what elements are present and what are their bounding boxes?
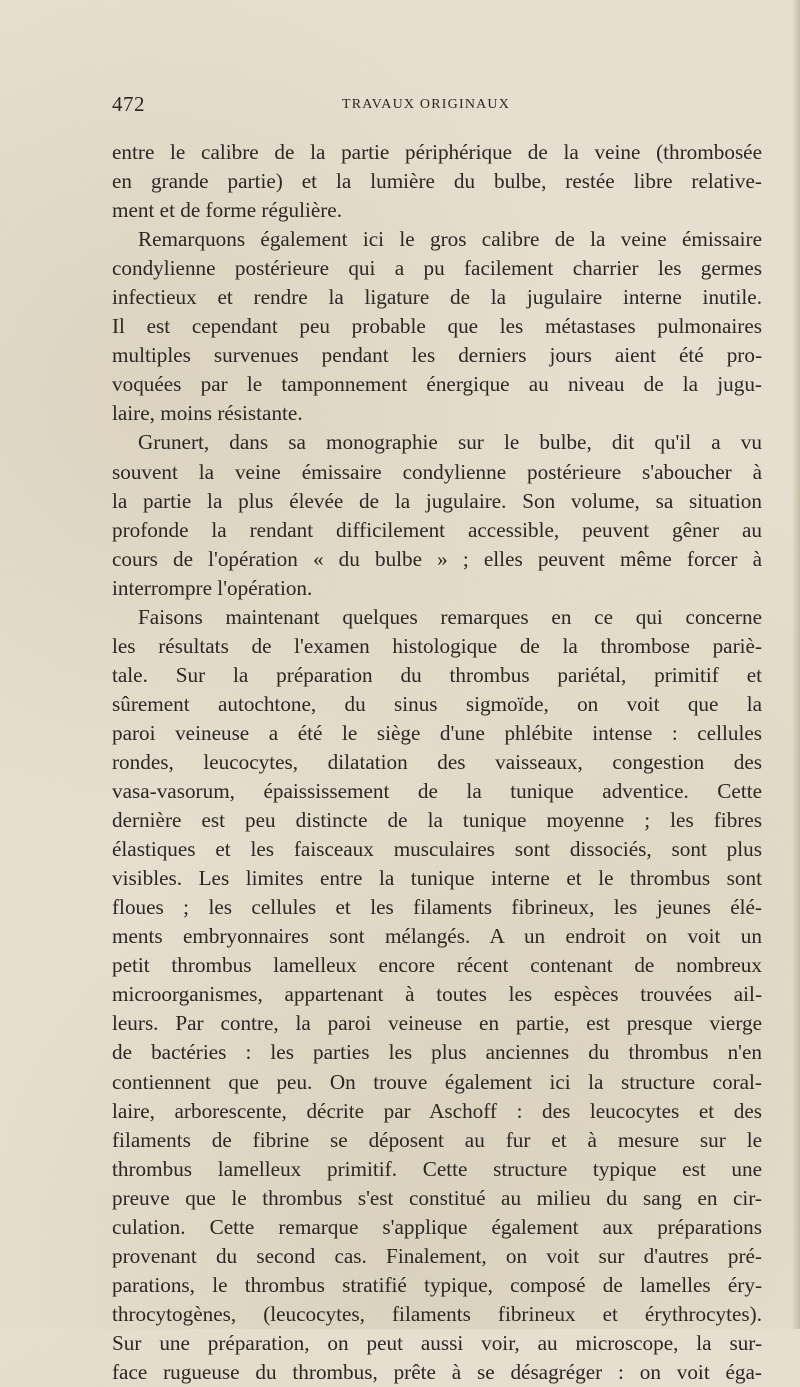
- text-line: filaments de fibrine se déposent au fur et à mesure sur le: [112, 1127, 762, 1152]
- text-line: en grande partie) et la lumière du bulbe, restée libre relative-: [112, 169, 762, 194]
- text-line: souvent la veine émissaire condylienne postérieure s'aboucher à: [112, 459, 762, 484]
- text-line: throcytogènes, (leucocytes, filaments fibrineux et érythrocytes).: [112, 1301, 762, 1326]
- text-line: dernière est peu distincte de la tunique moyenne ; les fibres: [112, 808, 762, 833]
- text-line: condylienne postérieure qui a pu facilement charrier les germes: [112, 256, 762, 281]
- page-edge-shadow: [792, 0, 800, 1329]
- text-line: face rugueuse du thrombus, prête à se désagréger : on voit éga-: [112, 1359, 762, 1384]
- text-line: petit thrombus lamelleux encore récent contenant de nombreux: [112, 953, 762, 978]
- text-line: culation. Cette remarque s'applique également aux préparations: [112, 1214, 762, 1239]
- text-line: profonde la rendant difficilement accessible, peuvent gêner au: [112, 517, 762, 542]
- text-line: vasa-vasorum, épaississement de la tunique adventice. Cette: [112, 779, 762, 804]
- text-line: microorganismes, appartenant à toutes les espèces trouvées ail-: [112, 982, 762, 1007]
- text-line: la partie la plus élevée de la jugulaire. Son volume, sa situation: [112, 488, 762, 513]
- text-line: voquées par le tamponnement énergique au niveau de la jugu-: [112, 372, 762, 397]
- text-line: ment et de forme régulière.: [112, 198, 343, 223]
- text-line: paroi veineuse a été le siège d'une phlébite intense : cellules: [112, 720, 762, 745]
- text-line: ments embryonnaires sont mélangés. A un endroit on voit un: [112, 924, 762, 949]
- text-line: visibles. Les limites entre la tunique interne et le thrombus sont: [112, 866, 762, 891]
- text-line: multiples survenues pendant les derniers jours aient été pro-: [112, 343, 762, 368]
- text-line: entre le calibre de la partie périphérique de la veine (thrombosée: [112, 140, 762, 164]
- text-line: Sur une préparation, on peut aussi voir, au microscope, la sur-: [112, 1330, 762, 1355]
- running-header: [112, 92, 762, 116]
- text-line: interrompre l'opération.: [112, 575, 313, 600]
- text-line: Faisons maintenant quelques remarques en ce qui concerne: [138, 604, 762, 629]
- text-line: thrombus lamelleux primitif. Cette structure typique est une: [112, 1156, 762, 1181]
- text-line: parations, le thrombus stratifié typique, composé de lamelles éry-: [112, 1272, 762, 1297]
- text-line: tale. Sur la préparation du thrombus pariétal, primitif et: [112, 662, 762, 687]
- body-text: [112, 138, 762, 1387]
- running-title: TRAVAUX ORIGINAUX: [342, 97, 511, 112]
- text-line: Remarquons également ici le gros calibre de la veine émissaire: [138, 227, 762, 252]
- text-line: leurs. Par contre, la paroi veineuse en partie, est presque vierge: [112, 1011, 762, 1036]
- text-line: laire, arborescente, décrite par Aschoff : des leucocytes et des: [112, 1098, 762, 1123]
- text-line: floues ; les cellules et les filaments fibrineux, les jeunes élé-: [112, 895, 762, 920]
- text-line: Il est cependant peu probable que les métastases pulmonaires: [112, 314, 762, 339]
- text-line: les résultats de l'examen histologique de la thrombose pariè-: [112, 633, 762, 658]
- text-line: Grunert, dans sa monographie sur le bulbe, dit qu'il a vu: [138, 430, 762, 455]
- text-line: élastiques et les faisceaux musculaires sont dissociés, sont plus: [112, 837, 762, 862]
- page-number: 472: [112, 92, 145, 116]
- text-line: de bactéries : les parties les plus anciennes du thrombus n'en: [112, 1040, 762, 1065]
- text-line: laire, moins résistante.: [112, 401, 303, 426]
- text-line: rondes, leucocytes, dilatation des vaisseaux, congestion des: [112, 749, 762, 774]
- text-line: infectieux et rendre la ligature de la jugulaire interne inutile.: [112, 285, 762, 310]
- text-line: contiennent que peu. On trouve également ici la structure coral-: [112, 1069, 762, 1094]
- text-line: preuve que le thrombus s'est constitué au milieu du sang en cir-: [112, 1185, 762, 1210]
- text-line: cours de l'opération « du bulbe » ; elles peuvent même forcer à: [112, 546, 762, 571]
- text-line: provenant du second cas. Finalement, on voit sur d'autres pré-: [112, 1243, 762, 1268]
- text-line: sûrement autochtone, du sinus sigmoïde, on voit que la: [112, 691, 762, 716]
